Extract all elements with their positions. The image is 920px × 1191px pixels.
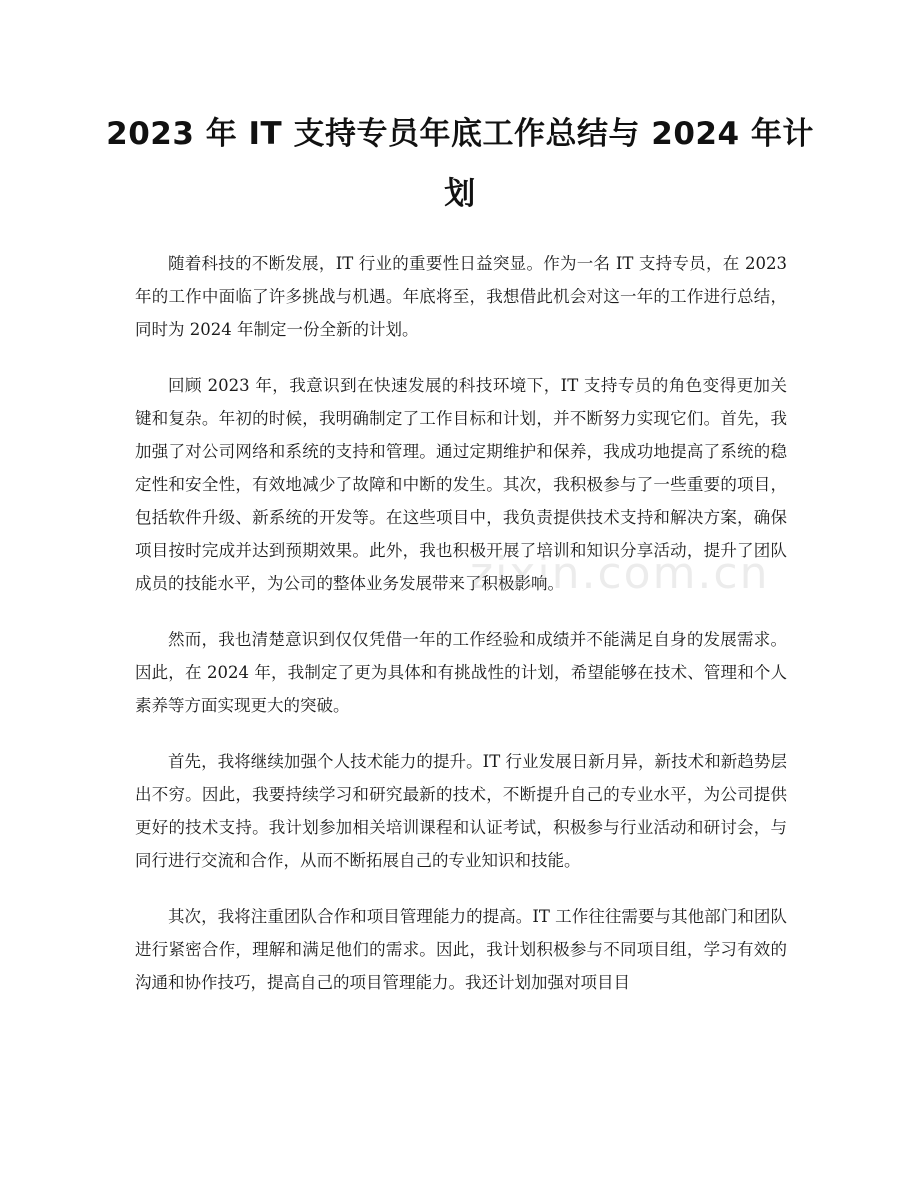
document-title: 2023 年 IT 支持专员年底工作总结与 2024 年计划 [106, 116, 814, 212]
paragraph-tech-skills: 首先，我将继续加强个人技术能力的提升。IT 行业发展日新月异，新技术和新趋势层出不穷。因此，我要持续学习和研究最新的技术，不断提升自己的专业水平，为公司提供更好的技术支持。我计划参加相关培训课程和认证考试，积极参与行业活动和研讨会，与同行进行交流和合作，从而不断拓展自己的专业知识和技能。 [135, 752, 787, 870]
watermark: zixin.com.cn [470, 548, 770, 599]
paragraph-review: 回顾 2023 年，我意识到在快速发展的科技环境下，IT 支持专员的角色变得更加关键和复杂。年初的时候，我明确制定了工作目标和计划，并不断努力实现它们。首先，我加强了对公司网络和系统的支持和管理。通过定期维护和保养，我成功地提高了系统的稳定性和安全性，有效地减少了故障和中断的发生。其次，我积极参与了一些重要的项目，包括软件升级、新系统的开发等。在这些项目中，我负责提供技术支持和解决方案，确保项目按时完成并达到预期效果。此外，我也积极开展了培训和知识分享活动，提升了团队成员的技能水平，为公司的整体业务发展带来了积极影响。 [135, 376, 787, 593]
paragraph-reflection: 然而，我也清楚意识到仅仅凭借一年的工作经验和成绩并不能满足自身的发展需求。因此，在 2024 年，我制定了更为具体和有挑战性的计划，希望能够在技术、管理和个人素养等方面实现更大的突破。 [135, 630, 787, 715]
paragraph-intro: 随着科技的不断发展，IT 行业的重要性日益突显。作为一名 IT 支持专员，在 2023 年的工作中面临了许多挑战与机遇。年底将至，我想借此机会对这一年的工作进行总结，同时为 2024 年制定一份全新的计划。 [135, 254, 787, 339]
document-body [135, 247, 787, 1022]
paragraph-teamwork: 其次，我将注重团队合作和项目管理能力的提高。IT 工作往往需要与其他部门和团队进行紧密合作，理解和满足他们的需求。因此，我计划积极参与不同项目组，学习有效的沟通和协作技巧，提高自己的项目管理能力。我还计划加强对项目目 [135, 907, 787, 992]
